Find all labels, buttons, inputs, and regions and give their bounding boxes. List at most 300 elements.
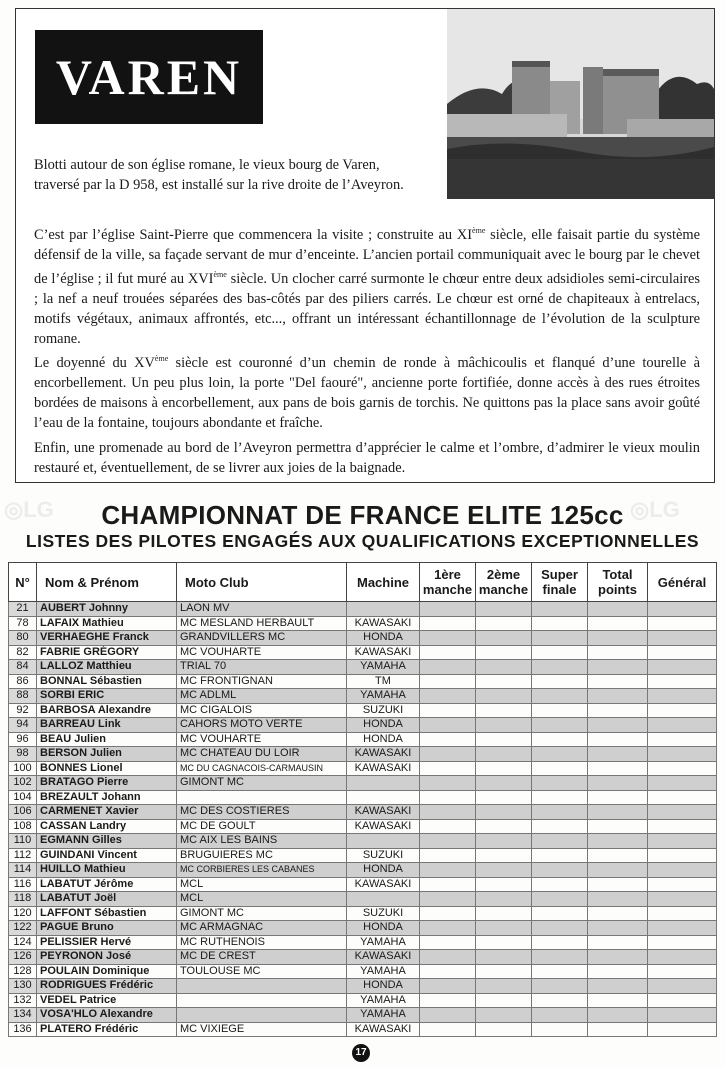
table-row [9,848,717,863]
cell-club [177,1008,347,1023]
cell-superfinale [532,776,588,791]
cell-total [588,1022,648,1037]
cell-manche2 [476,834,532,849]
cell-club: MC DU CAGNACOIS-CARMAUSIN [177,761,347,776]
cell-manche2 [476,645,532,660]
cell-superfinale [532,703,588,718]
cell-general [648,993,717,1008]
title-banner [35,30,263,124]
cell-machine: SUZUKI [347,848,420,863]
cell-general [648,979,717,994]
table-row [9,602,717,617]
cell-total [588,761,648,776]
cell-machine [347,602,420,617]
cell-manche2 [476,732,532,747]
cell-machine: YAMAHA [347,1008,420,1023]
cell-total [588,834,648,849]
cell-general [648,863,717,878]
cell-name: PAGUE Bruno [37,921,177,936]
cell-superfinale [532,819,588,834]
cell-total [588,616,648,631]
cell-num: 82 [9,645,37,660]
cell-name: LALLOZ Matthieu [37,660,177,675]
table-row [9,747,717,762]
cell-general [648,790,717,805]
cell-machine: KAWASAKI [347,877,420,892]
cell-manche1 [420,805,476,820]
cell-num: 124 [9,935,37,950]
cell-manche1 [420,674,476,689]
cell-total [588,935,648,950]
cell-general [648,848,717,863]
cell-machine: HONDA [347,863,420,878]
col-club: Moto Club [177,563,347,602]
cell-machine: HONDA [347,631,420,646]
cell-manche2 [476,979,532,994]
cell-machine: KAWASAKI [347,950,420,965]
cell-total [588,776,648,791]
cell-club: MC DE CREST [177,950,347,965]
table-row [9,892,717,907]
table-row [9,645,717,660]
table-row [9,761,717,776]
cell-machine: KAWASAKI [347,1022,420,1037]
cell-machine: HONDA [347,979,420,994]
cell-num: 114 [9,863,37,878]
cell-num: 126 [9,950,37,965]
cell-manche1 [420,761,476,776]
cell-machine: KAWASAKI [347,761,420,776]
cell-num: 100 [9,761,37,776]
cell-superfinale [532,877,588,892]
table-row [9,1022,717,1037]
cell-club: MC MESLAND HERBAULT [177,616,347,631]
cell-num: 94 [9,718,37,733]
cell-machine: SUZUKI [347,703,420,718]
cell-total [588,964,648,979]
cell-num: 110 [9,834,37,849]
cell-manche1 [420,848,476,863]
cell-machine [347,834,420,849]
cell-general [648,747,717,762]
cell-club: GIMONT MC [177,776,347,791]
cell-manche1 [420,660,476,675]
cell-general [648,805,717,820]
cell-general [648,834,717,849]
cell-manche2 [476,950,532,965]
cell-superfinale [532,863,588,878]
cell-total [588,718,648,733]
cell-machine: HONDA [347,921,420,936]
cell-general [648,689,717,704]
cell-manche2 [476,747,532,762]
page-number: 17 [352,1044,370,1062]
cell-manche1 [420,993,476,1008]
cell-club: TRIAL 70 [177,660,347,675]
cell-club: MC DE GOULT [177,819,347,834]
cell-name: HUILLO Mathieu [37,863,177,878]
cell-general [648,645,717,660]
cell-superfinale [532,689,588,704]
cell-manche1 [420,645,476,660]
cell-name: VEDEL Patrice [37,993,177,1008]
cell-manche2 [476,863,532,878]
cell-club: MC VOUHARTE [177,645,347,660]
cell-num: 112 [9,848,37,863]
intro-paragraph: Blotti autour de son église romane, le vieux bourg de Varen, traversé par la D 958, est installé sur la rive droite de l’Aveyron. [34,157,404,193]
cell-machine: HONDA [347,732,420,747]
cell-name: CARMENET Xavier [37,805,177,820]
table-row [9,834,717,849]
cell-club: MC AIX LES BAINS [177,834,347,849]
cell-club: MC RUTHENOIS [177,935,347,950]
cell-club: MC VOUHARTE [177,732,347,747]
cell-club [177,993,347,1008]
cell-club [177,979,347,994]
cell-manche2 [476,921,532,936]
cell-club: LAON MV [177,602,347,617]
cell-general [648,921,717,936]
table-row [9,616,717,631]
cell-total [588,863,648,878]
cell-superfinale [532,747,588,762]
championship-subtitle: LISTES DES PILOTES ENGAGÉS AUX QUALIFICATIONS EXCEPTIONNELLES [25,531,700,551]
cell-manche1 [420,732,476,747]
cell-superfinale [532,979,588,994]
cell-manche2 [476,935,532,950]
cell-club [177,790,347,805]
cell-manche1 [420,776,476,791]
cell-num: 78 [9,616,37,631]
cell-num: 120 [9,906,37,921]
cell-name: LABATUT Joël [37,892,177,907]
table-body [9,602,717,1037]
cell-manche2 [476,689,532,704]
cell-machine: YAMAHA [347,935,420,950]
cell-manche2 [476,761,532,776]
cell-club: MC CHATEAU DU LOIR [177,747,347,762]
table-row [9,819,717,834]
cell-general [648,703,717,718]
cell-manche1 [420,964,476,979]
cell-num: 136 [9,1022,37,1037]
cell-superfinale [532,1022,588,1037]
cell-name: VOSA'HLO Alexandre [37,1008,177,1023]
cell-club: GRANDVILLERS MC [177,631,347,646]
cell-club: MC CIGALOIS [177,703,347,718]
table-row [9,935,717,950]
table-row [9,877,717,892]
cell-superfinale [532,805,588,820]
cell-general [648,631,717,646]
cell-manche1 [420,616,476,631]
cell-manche1 [420,950,476,965]
table-header-row [9,563,717,602]
cell-superfinale [532,892,588,907]
col-manche1: 1ère manche [420,563,476,602]
cell-total [588,877,648,892]
cell-total [588,848,648,863]
cell-name: CASSAN Landry [37,819,177,834]
table-row [9,805,717,820]
cell-total [588,819,648,834]
cell-name: PELISSIER Hervé [37,935,177,950]
cell-name: VERHAEGHE Franck [37,631,177,646]
col-superfinale: Super finale [532,563,588,602]
col-general: Général [648,563,717,602]
cell-manche2 [476,631,532,646]
cell-manche2 [476,906,532,921]
cell-general [648,718,717,733]
page-title: VAREN [55,49,243,105]
cell-general [648,660,717,675]
cell-num: 134 [9,1008,37,1023]
cell-total [588,921,648,936]
cell-general [648,950,717,965]
cell-machine: YAMAHA [347,689,420,704]
cell-name: PLATERO Frédéric [37,1022,177,1037]
cell-manche1 [420,979,476,994]
cell-name: BREZAULT Johann [37,790,177,805]
cell-superfinale [532,834,588,849]
cell-superfinale [532,631,588,646]
table-row [9,863,717,878]
cell-manche2 [476,1008,532,1023]
cell-general [648,935,717,950]
cell-club: MC FRONTIGNAN [177,674,347,689]
table-row [9,964,717,979]
cell-name: BONNES Lionel [37,761,177,776]
cell-total [588,1008,648,1023]
cell-club: GIMONT MC [177,906,347,921]
cell-club: BRUGUIERES MC [177,848,347,863]
cell-machine: HONDA [347,718,420,733]
cell-general [648,776,717,791]
cell-general [648,602,717,617]
col-machine: Machine [347,563,420,602]
cell-num: 122 [9,921,37,936]
championship-title: CHAMPIONNAT DE FRANCE ELITE 125cc [101,500,624,530]
cell-manche2 [476,790,532,805]
cell-manche2 [476,718,532,733]
table-row [9,703,717,718]
cell-machine: KAWASAKI [347,747,420,762]
cell-superfinale [532,964,588,979]
cell-manche2 [476,964,532,979]
cell-manche1 [420,1022,476,1037]
cell-total [588,732,648,747]
cell-name: AUBERT Johnny [37,602,177,617]
cell-name: BERSON Julien [37,747,177,762]
cell-machine: TM [347,674,420,689]
watermark-logo-left: ◎LG [4,497,54,522]
table-row [9,921,717,936]
cell-name: LABATUT Jérôme [37,877,177,892]
cell-name: BONNAL Sébastien [37,674,177,689]
cell-manche1 [420,819,476,834]
cell-manche1 [420,689,476,704]
cell-manche1 [420,747,476,762]
cell-total [588,979,648,994]
cell-name: BARBOSA Alexandre [37,703,177,718]
cell-num: 108 [9,819,37,834]
cell-manche1 [420,703,476,718]
cell-num: 130 [9,979,37,994]
cell-general [648,732,717,747]
cell-total [588,906,648,921]
cell-superfinale [532,616,588,631]
table-row [9,993,717,1008]
cell-total [588,602,648,617]
cell-manche2 [476,892,532,907]
cell-num: 96 [9,732,37,747]
cell-name: SORBI ERIC [37,689,177,704]
cell-club: MC ARMAGNAC [177,921,347,936]
paragraph-deanery: Le doyenné du XVème siècle est couronné d’un chemin de ronde à mâchicoulis et flanqué d’une tourelle à encorbellement. Un peu plus loin, la porte "Del faouré", ancienne porte fortifiée, donne accès à des rues étroites bordées de maisons à encorbellement, aux pans de bois garnis de torchis. Ne quittons pas la place sans avoir goûté l’eau de la fontaine, toujours abondante et fraîche. [34,354,700,431]
cell-superfinale [532,848,588,863]
cell-total [588,805,648,820]
cell-club: MCL [177,877,347,892]
cell-manche1 [420,921,476,936]
cell-name: POULAIN Dominique [37,964,177,979]
cell-total [588,631,648,646]
cell-num: 21 [9,602,37,617]
cell-general [648,819,717,834]
cell-club: TOULOUSE MC [177,964,347,979]
cell-general [648,674,717,689]
cell-total [588,892,648,907]
cell-manche2 [476,805,532,820]
cell-manche2 [476,993,532,1008]
cell-manche1 [420,892,476,907]
cell-machine [347,790,420,805]
cell-num: 132 [9,993,37,1008]
cell-superfinale [532,660,588,675]
cell-superfinale [532,950,588,965]
cell-name: FABRIE GRÉGORY [37,645,177,660]
cell-club: MC CORBIERES LES CABANES [177,863,347,878]
cell-general [648,892,717,907]
cell-name: BEAU Julien [37,732,177,747]
cell-machine [347,776,420,791]
table-row [9,689,717,704]
cell-num: 98 [9,747,37,762]
cell-total [588,645,648,660]
cell-manche2 [476,776,532,791]
pilots-table [8,562,717,1037]
cell-manche1 [420,631,476,646]
cell-superfinale [532,732,588,747]
cell-general [648,1022,717,1037]
table-row [9,906,717,921]
col-manche2: 2ème manche [476,563,532,602]
cell-num: 88 [9,689,37,704]
cell-superfinale [532,718,588,733]
cell-total [588,674,648,689]
cell-num: 80 [9,631,37,646]
cell-manche2 [476,660,532,675]
cell-superfinale [532,674,588,689]
cell-name: LAFAIX Mathieu [37,616,177,631]
cell-superfinale [532,645,588,660]
cell-num: 92 [9,703,37,718]
cell-manche2 [476,877,532,892]
cell-num: 106 [9,805,37,820]
cell-superfinale [532,935,588,950]
cell-manche1 [420,906,476,921]
cell-manche1 [420,1008,476,1023]
watermark-logo-right: ◎LG [630,497,680,522]
cell-superfinale [532,1008,588,1023]
table-row [9,950,717,965]
cell-total [588,790,648,805]
cell-total [588,703,648,718]
cell-manche2 [476,819,532,834]
cell-superfinale [532,993,588,1008]
table-row [9,1008,717,1023]
cell-machine: YAMAHA [347,964,420,979]
table-row [9,674,717,689]
cell-club: CAHORS MOTO VERTE [177,718,347,733]
cell-manche1 [420,834,476,849]
cell-total [588,689,648,704]
cell-name: EGMANN Gilles [37,834,177,849]
table-row [9,776,717,791]
cell-general [648,761,717,776]
cell-name: BARREAU Link [37,718,177,733]
cell-club: MCL [177,892,347,907]
cell-name: BRATAGO Pierre [37,776,177,791]
cell-name: LAFFONT Sébastien [37,906,177,921]
cell-club: MC DES COSTIERES [177,805,347,820]
table-row [9,732,717,747]
cell-machine: KAWASAKI [347,616,420,631]
cell-machine: YAMAHA [347,993,420,1008]
cell-general [648,1008,717,1023]
cell-manche2 [476,674,532,689]
table-row [9,979,717,994]
cell-general [648,877,717,892]
cell-superfinale [532,761,588,776]
cell-machine: KAWASAKI [347,645,420,660]
cell-superfinale [532,921,588,936]
cell-name: GUINDANI Vincent [37,848,177,863]
cell-machine [347,892,420,907]
cell-machine: KAWASAKI [347,805,420,820]
cell-total [588,993,648,1008]
cell-total [588,747,648,762]
cell-manche1 [420,602,476,617]
cell-club: MC VIXIEGE [177,1022,347,1037]
col-num: N° [9,563,37,602]
cell-superfinale [532,906,588,921]
cell-manche2 [476,703,532,718]
col-name: Nom & Prénom [37,563,177,602]
cell-num: 118 [9,892,37,907]
cell-manche2 [476,602,532,617]
col-total: Total points [588,563,648,602]
table-row [9,631,717,646]
cell-machine: YAMAHA [347,660,420,675]
cell-general [648,616,717,631]
cell-manche1 [420,790,476,805]
cell-general [648,906,717,921]
cell-num: 116 [9,877,37,892]
cell-machine: KAWASAKI [347,819,420,834]
table-row [9,718,717,733]
cell-general [648,964,717,979]
cell-num: 102 [9,776,37,791]
